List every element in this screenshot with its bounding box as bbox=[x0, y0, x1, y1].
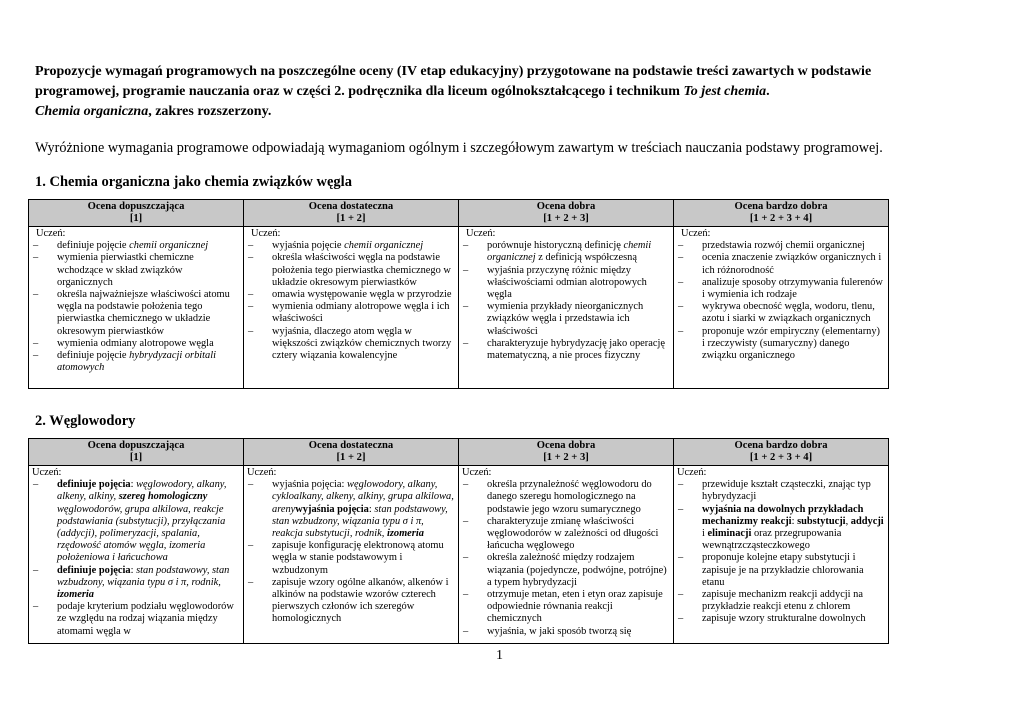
requirement-item: – ocenia znaczenie związków organicznych i ich różnorodność bbox=[677, 252, 885, 276]
requirement-list bbox=[32, 240, 240, 374]
student-label: Uczeń: bbox=[462, 467, 492, 478]
grade-2-cell bbox=[244, 227, 459, 389]
requirement-item: – charakteryzuje zmianę właściwości węglowodorów w zależności od długości łańcucha węglowego bbox=[462, 516, 670, 553]
requirement-item: – wyjaśnia, dlaczego atom węgla w większości związków chemicznych tworzy cztery wiązania kowalencyjne bbox=[247, 326, 455, 363]
header-grade-4: Ocena bardzo dobra [1 + 2 + 3 + 4] bbox=[674, 200, 889, 227]
requirement-item: – charakteryzuje hybrydyzację jako operację matematyczną, a nie proces fizyczny bbox=[462, 338, 670, 362]
grade-1-cell bbox=[29, 466, 244, 644]
requirement-item: – definiuje pojęcie hybrydyzacji orbitali atomowych bbox=[32, 350, 240, 374]
requirement-item: – zapisuje wzory strukturalne dowolnych bbox=[677, 613, 885, 625]
requirement-item: – wymienia odmiany alotropowe węgla bbox=[32, 338, 240, 350]
section1-heading: 1. Chemia organiczna jako chemia związków węgla bbox=[35, 174, 352, 190]
requirement-list bbox=[462, 479, 670, 638]
document-title bbox=[35, 62, 995, 122]
requirement-item: – wymienia pierwiastki chemiczne wchodzące w skład związków organicznych bbox=[32, 252, 240, 289]
section2-heading: 2. Węglowodory bbox=[35, 413, 136, 429]
title-scope: , zakres rozszerzony. bbox=[148, 104, 272, 119]
requirement-item: – omawia występowanie węgla w przyrodzie bbox=[247, 289, 455, 301]
requirements-row bbox=[29, 227, 889, 389]
section1-table bbox=[28, 199, 889, 389]
requirement-item: – porównuje historyczną definicję chemii organicznej z definicją współczesną bbox=[462, 240, 670, 264]
requirement-item: – wyjaśnia na dowolnych przykładach mechanizmy reakcji: substytucji, addycji i eliminacji oraz przegrupowania wewnątrzcząsteczkowego bbox=[677, 504, 885, 553]
requirement-item: – określa zależność między rodzajem wiązania (pojedyncze, podwójne, potrójne) a typem hybrydyzacji bbox=[462, 552, 670, 589]
grade-4-cell bbox=[674, 227, 889, 389]
header-grade-2: Ocena dostateczna [1 + 2] bbox=[244, 439, 459, 466]
student-label: Uczeń: bbox=[36, 228, 66, 239]
header-row bbox=[29, 200, 889, 227]
requirement-item: – definiuje pojęcia: węglowodory, alkany, alkeny, alkiny, szereg homologiczny węglowodorów, grupa alkilowa, reakcje podstawiania (substytucji), przyłączania (addycji), polimeryzacji, spalania, rzędowość atomów węgla, izomeria położeniowa i łańcuchowa bbox=[32, 479, 240, 564]
requirement-list bbox=[677, 479, 885, 625]
student-label: Uczeń: bbox=[677, 467, 707, 478]
header-grade-2: Ocena dostateczna [1 + 2] bbox=[244, 200, 459, 227]
requirement-item: – podaje kryterium podziału węglowodorów ze względu na rodzaj wiązania między atomami węgla w bbox=[32, 601, 240, 638]
requirement-item: – wyjaśnia pojęcia: węglowodory, alkany, cykloalkany, alkeny, alkiny, grupa alkilowa, arenywyjaśnia pojęcia: stan podstawowy, stan wzbudzony, wiązania typu σ i π, reakcja substytucji, rodnik, izomeria bbox=[247, 479, 455, 540]
title-line2: programowej, programie nauczania oraz w części 2. podręcznika dla liceum ogólnokształcącego i technikum bbox=[35, 84, 684, 99]
header-grade-4: Ocena bardzo dobra [1 + 2 + 3 + 4] bbox=[674, 439, 889, 466]
requirement-item: – określa przynależność węglowodoru do danego szeregu homologicznego na podstawie jego wzoru sumarycznego bbox=[462, 479, 670, 516]
grade-2-cell bbox=[244, 466, 459, 644]
grade-3-cell bbox=[459, 466, 674, 644]
requirement-item: – analizuje sposoby otrzymywania fulerenów i wymienia ich rodzaje bbox=[677, 277, 885, 301]
requirement-list bbox=[247, 479, 455, 625]
title-book-name: To jest chemia bbox=[683, 84, 767, 99]
requirement-item: – określa najważniejsze właściwości atomu węgla na podstawie położenia tego pierwiastka chemicznego w układzie okresowym pierwiastków bbox=[32, 289, 240, 338]
student-label: Uczeń: bbox=[247, 467, 277, 478]
requirement-list bbox=[247, 240, 455, 362]
requirement-item: – zapisuje mechanizm reakcji addycji na przykładzie reakcji etenu z chlorem bbox=[677, 589, 885, 613]
requirement-list bbox=[462, 240, 670, 362]
requirement-item: – wykrywa obecność węgla, wodoru, tlenu, azotu i siarki w związkach organicznych bbox=[677, 301, 885, 325]
grade-4-cell bbox=[674, 466, 889, 644]
student-label: Uczeń: bbox=[681, 228, 711, 239]
requirement-item: – przewiduje kształt cząsteczki, znając typ hybrydyzacji bbox=[677, 479, 885, 503]
requirement-item: – otrzymuje metan, eten i etyn oraz zapisuje odpowiednie równania reakcji chemicznych bbox=[462, 589, 670, 626]
requirement-item: – wymienia odmiany alotropowe węgla i ich właściwości bbox=[247, 301, 455, 325]
grade-1-cell bbox=[29, 227, 244, 389]
student-label: Uczeń: bbox=[251, 228, 281, 239]
requirement-item: – przedstawia rozwój chemii organicznej bbox=[677, 240, 885, 252]
requirement-item: – proponuje wzór empiryczny (elementarny) i rzeczywisty (sumaryczny) danego związku organicznego bbox=[677, 326, 885, 363]
requirement-item: – definiuje pojęcia: stan podstawowy, stan wzbudzony, wiązania typu σ i π, rodnik, izomeria bbox=[32, 565, 240, 602]
title-series: Chemia organiczna bbox=[35, 104, 149, 119]
student-label: Uczeń: bbox=[32, 467, 62, 478]
page-number: 1 bbox=[496, 648, 503, 663]
requirement-item: – zapisuje konfigurację elektronową atomu węgla w stanie podstawowym i wzbudzonym bbox=[247, 540, 455, 577]
grade-3-cell bbox=[459, 227, 674, 389]
student-label: Uczeń: bbox=[466, 228, 496, 239]
requirement-item: – określa właściwości węgla na podstawie położenia tego pierwiastka chemicznego w układzie okresowym pierwiastków bbox=[247, 252, 455, 289]
header-grade-1: Ocena dopuszczająca [1] bbox=[29, 200, 244, 227]
requirement-item: – wyjaśnia przyczynę różnic między właściwościami odmian alotropowych węgla bbox=[462, 265, 670, 302]
section2-table bbox=[28, 438, 889, 644]
requirement-item: – proponuje kolejne etapy substytucji i zapisuje je na przykładzie chlorowania etanu bbox=[677, 552, 885, 589]
requirement-item: – zapisuje wzory ogólne alkanów, alkenów i alkinów na podstawie wzorów czterech pierwszych członów ich szeregów homologicznych bbox=[247, 577, 455, 626]
requirement-item: – definiuje pojęcie chemii organicznej bbox=[32, 240, 240, 252]
header-grade-1: Ocena dopuszczająca [1] bbox=[29, 439, 244, 466]
requirement-item: – wyjaśnia pojęcie chemii organicznej bbox=[247, 240, 455, 252]
header-grade-3: Ocena dobra [1 + 2 + 3] bbox=[459, 200, 674, 227]
requirements-row bbox=[29, 466, 889, 644]
header-grade-3: Ocena dobra [1 + 2 + 3] bbox=[459, 439, 674, 466]
requirement-list bbox=[677, 240, 885, 362]
title-line2-end: . bbox=[766, 84, 770, 99]
requirement-item: – wyjaśnia, w jaki sposób tworzą się bbox=[462, 626, 670, 638]
header-row bbox=[29, 439, 889, 466]
document-subtitle: Wyróżnione wymagania programowe odpowiadają wymaganiom ogólnym i szczegółowym zawartym w treściach nauczania podstawy programowej. bbox=[35, 140, 883, 156]
requirement-list bbox=[32, 479, 240, 638]
title-line1: Propozycje wymagań programowych na poszczególne oceny (IV etap edukacyjny) przygotowane na podstawie treści zawartych w podstawie bbox=[35, 64, 872, 79]
requirement-item: – wymienia przykłady nieorganicznych związków węgla i przedstawia ich właściwości bbox=[462, 301, 670, 338]
